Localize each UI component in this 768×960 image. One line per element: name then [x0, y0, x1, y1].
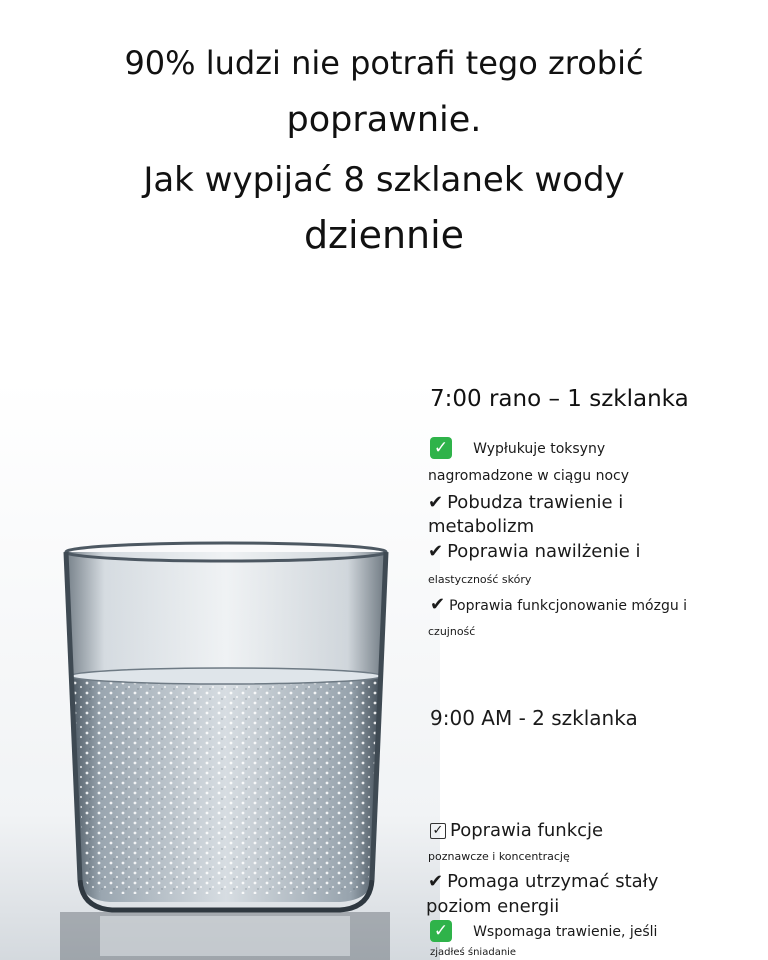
checkbox-icon: ✓ — [430, 823, 446, 839]
headline-line-4: dziennie — [303, 213, 465, 257]
green-check-icon: ✓ — [430, 437, 452, 459]
headline-line-3: Jak wypijać 8 szklanek wody — [143, 160, 625, 200]
benefit-2-1: ✓ Poprawia funkcje — [430, 820, 603, 841]
green-check-icon: ✓ — [430, 920, 452, 942]
benefit-2-2-cont: poziom energii — [426, 896, 560, 917]
benefit-1-3: ✔ Poprawia nawilżenie i — [428, 541, 641, 562]
benefit-2-1-cont: poznawcze i koncentrację — [428, 850, 570, 863]
water-glass-image — [0, 380, 440, 960]
benefit-2-3: ✓ Wspomaga trawienie, jeśli — [430, 920, 657, 942]
check-mark-icon: ✔ — [428, 492, 444, 513]
benefit-1-3-cont: elastyczność skóry — [428, 573, 532, 586]
check-mark-icon: ✔ — [428, 871, 444, 892]
headline-line-1: 90% ludzi nie potrafi tego zrobić — [124, 44, 644, 82]
benefit-1-2: ✔ Pobudza trawienie i — [428, 492, 624, 513]
check-mark-icon: ✔ — [428, 541, 444, 562]
benefit-1-1-cont: nagromadzone w ciągu nocy — [428, 468, 630, 484]
section-1-title: 7:00 rano – 1 szklanka — [430, 386, 689, 412]
benefit-1-4: ✔ Poprawia funkcjonowanie mózgu i — [430, 594, 688, 615]
benefit-2-2: ✔ Pomaga utrzymać stały — [428, 871, 659, 892]
benefit-1-4-cont: czujność — [428, 625, 476, 638]
benefit-1-2-cont: metabolizm — [428, 516, 535, 537]
benefit-2-3-cont: zjadłeś śniadanie — [430, 947, 517, 958]
section-2-title: 9:00 AM - 2 szklanka — [430, 706, 638, 730]
headline-line-2: poprawnie. — [286, 100, 482, 140]
benefit-1-1: ✓ Wypłukuje toksyny — [430, 437, 605, 459]
check-mark-icon: ✔ — [430, 594, 446, 615]
